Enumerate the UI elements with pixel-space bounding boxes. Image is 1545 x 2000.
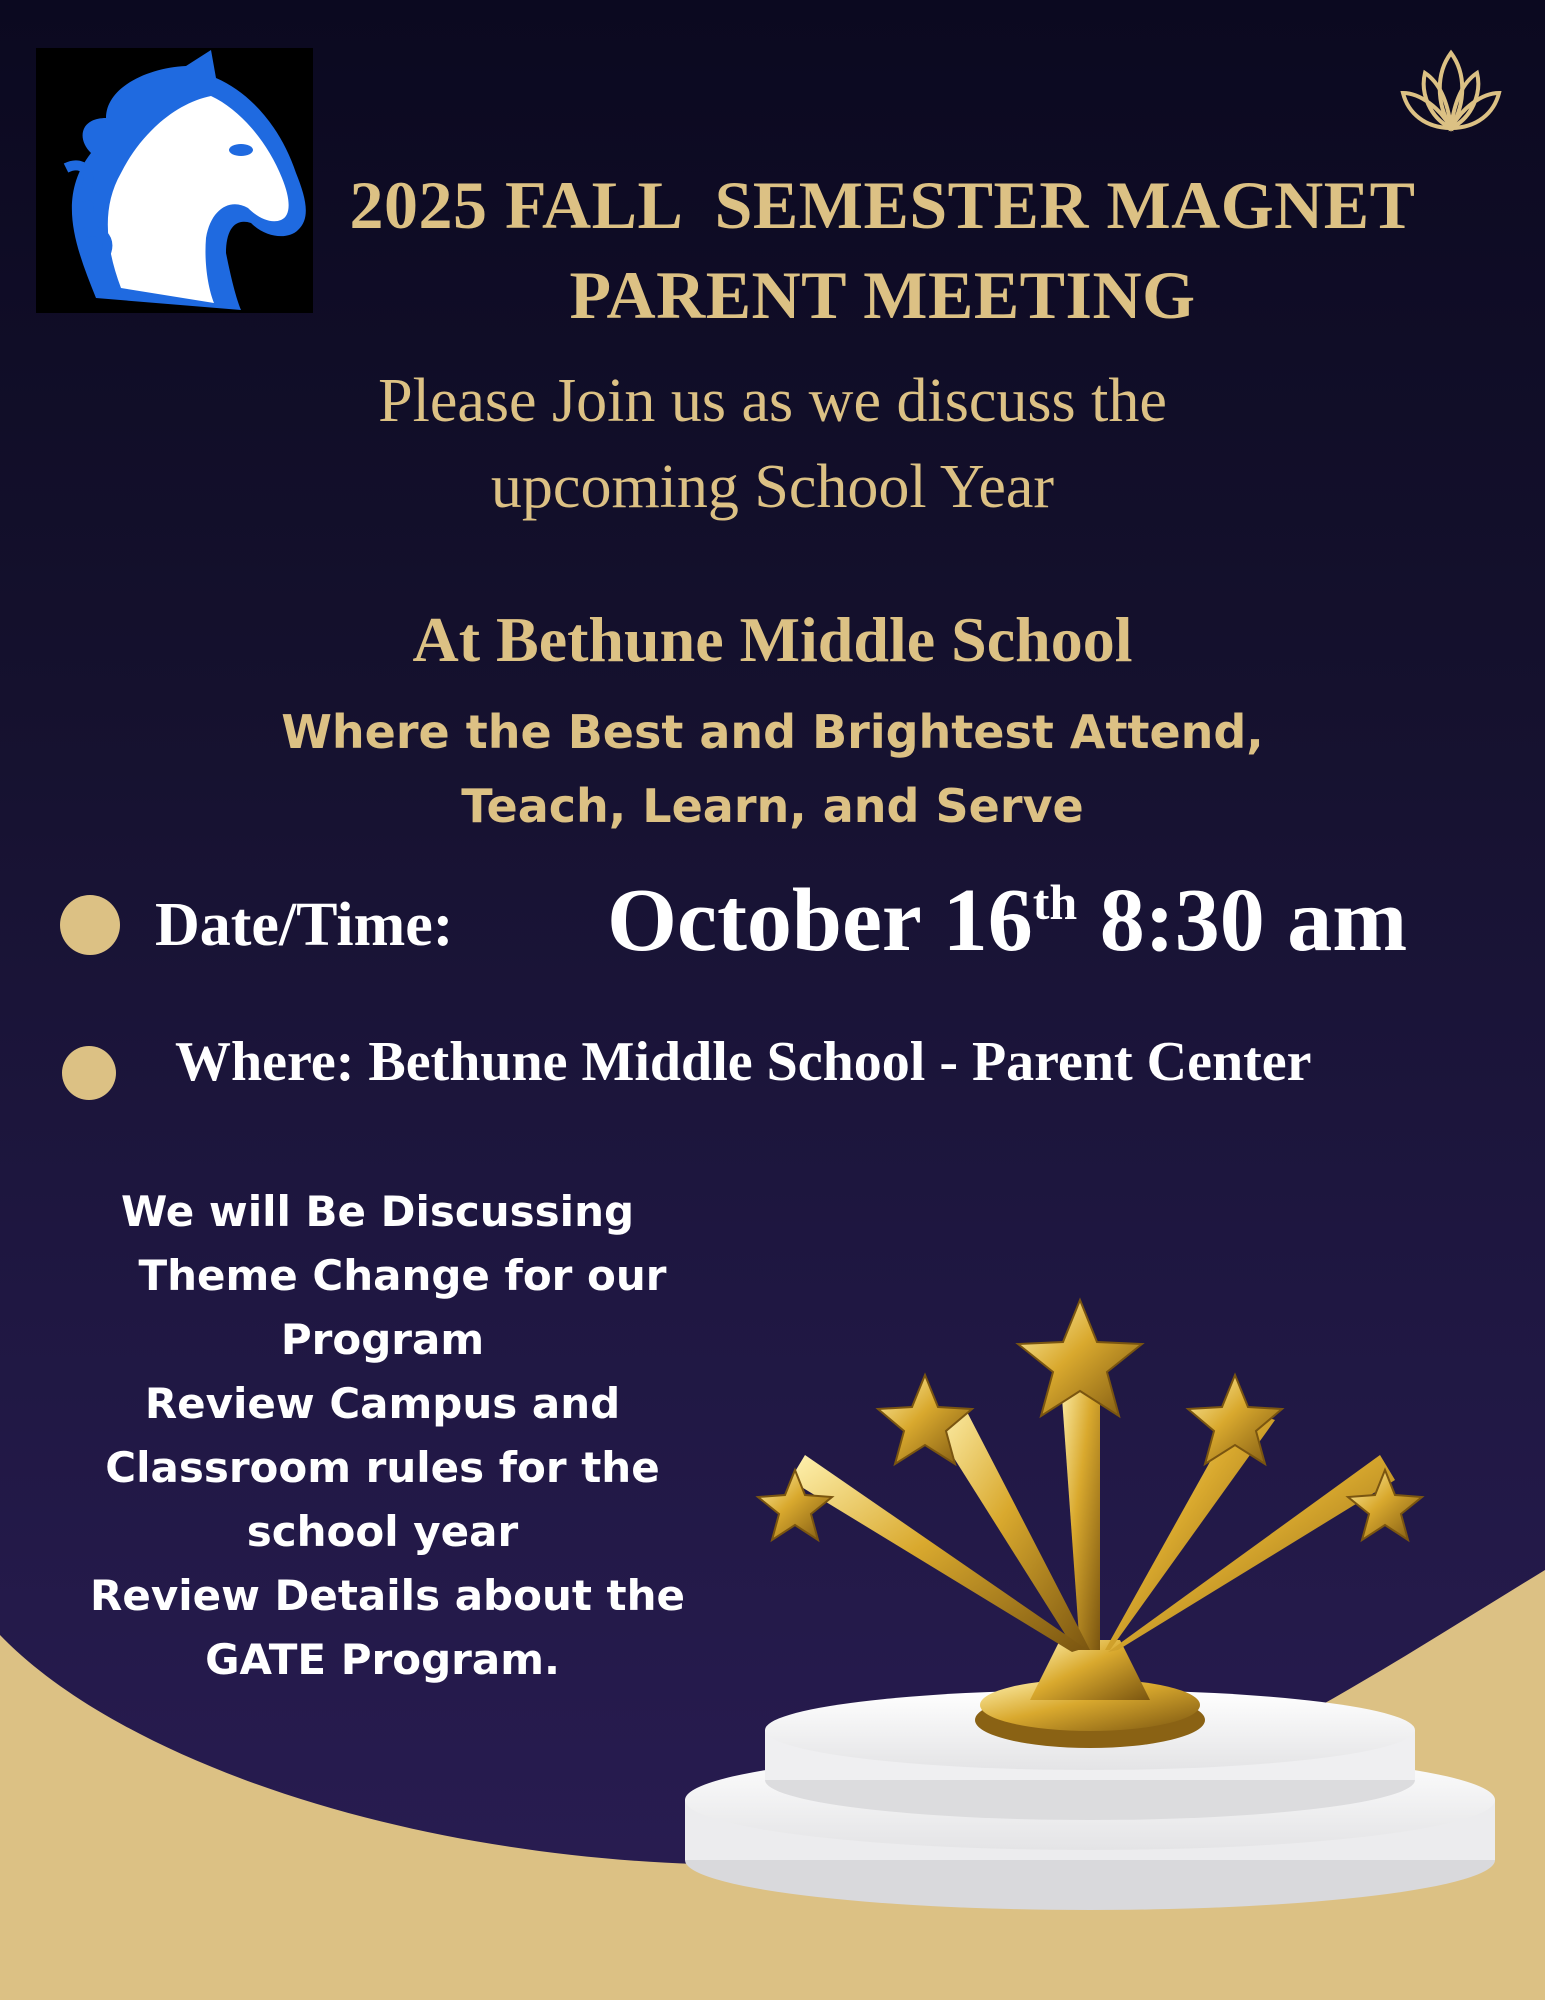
tagline-line-2: Teach, Learn, and Serve xyxy=(461,779,1084,833)
gold-stars-trophy-on-podium-icon xyxy=(680,1280,1520,1940)
horse-head-mascot-icon xyxy=(36,48,313,313)
invite-line-2: upcoming School Year xyxy=(490,453,1055,521)
date-ordinal-suffix: th xyxy=(1032,874,1078,930)
event-location: Where: Bethune Middle School - Parent Center xyxy=(175,1031,1312,1093)
event-date: October 16 xyxy=(607,871,1033,970)
school-logo xyxy=(36,48,313,313)
tagline-line-1: Where the Best and Brightest Attend, xyxy=(281,705,1264,759)
agenda-line: Review Details about the xyxy=(90,1571,686,1620)
page-title xyxy=(280,160,1485,340)
agenda-line: Classroom rules for the xyxy=(105,1443,660,1492)
bullet-dot-where xyxy=(62,1046,116,1100)
datetime-label: Date/Time: xyxy=(155,891,454,959)
invitation-text xyxy=(180,358,1365,530)
title-line-1: 2025 FALL SEMESTER MAGNET xyxy=(349,167,1416,243)
school-name: At Bethune Middle School xyxy=(412,604,1133,675)
event-time: 8:30 am xyxy=(1099,871,1408,970)
title-line-2: PARENT MEETING xyxy=(569,257,1196,333)
agenda-line: Theme Change for our xyxy=(138,1251,667,1300)
bullet-dot-datetime xyxy=(60,895,120,955)
lotus-icon xyxy=(1400,48,1502,136)
agenda-line: Program xyxy=(280,1315,485,1364)
school-tagline xyxy=(100,695,1445,843)
agenda-list xyxy=(90,1180,686,1692)
agenda-line: GATE Program. xyxy=(205,1635,560,1684)
datetime-value xyxy=(607,866,1407,976)
invite-line-1: Please Join us as we discuss the xyxy=(378,367,1167,435)
agenda-line: Review Campus and xyxy=(144,1379,621,1428)
agenda-line: We will Be Discussing xyxy=(120,1187,635,1236)
agenda-line: school year xyxy=(246,1507,519,1556)
